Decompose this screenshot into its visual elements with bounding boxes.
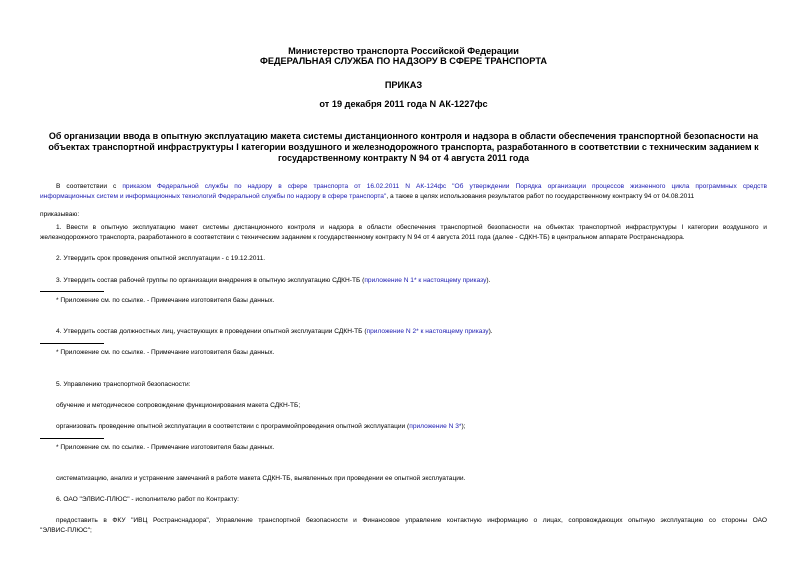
item-3-text: 3. Утвердить состав рабочей группы по организации внедрения в опытную эксплуатацию СДКН-ТБ ( [56,277,365,284]
item-5-organize-end: ); [461,423,466,430]
item-6-line-2: "ЭЛВИС-ПЛЮС"; [40,527,92,534]
item-4-end: ). [488,328,493,335]
preamble-suffix: , а также в целях использования результатов работ по государственному контракту 94 от 04.08.2011 [386,193,695,200]
order-word: приказываю: [40,211,80,218]
service-name: ФЕДЕРАЛЬНАЯ СЛУЖБА ПО НАДЗОРУ В СФЕРЕ ТРАНСПОРТА [260,56,547,66]
item-4 [56,327,493,337]
title-line-2: объектах транспортной инфраструктуры I категории воздушного и железнодорожного транспорта, разработанного в соответствии с техническим заданием к [48,142,759,152]
title-line-3: государственному контракту N 94 от 4 августа 2011 года [278,153,529,163]
item-5-analysis: систематизацию, анализ и устранение замечаний в работе макета СДКН-ТБ, выявленных при проведении ее опытной эксплуатации. [56,475,466,482]
preamble-line-2 [40,192,694,202]
item-4-text: 4. Утвердить состав должностных лиц, участвующих в проведении опытной эксплуатации СДКН-ТБ ( [56,328,367,335]
item-5-organize-text: организовать проведение опытной эксплуатации в соответствии с программойпроведения опытной эксплуатации ( [56,423,410,430]
footnote-note: * Приложение см. по ссылке. - Примечание изготовителя базы данных. [56,444,275,451]
preamble-prefix: В соответствии с [56,183,123,190]
item-5-organize [56,422,465,432]
item-6: 6. ОАО "ЭЛВИС-ПЛЮС" - исполнителю работ по Контракту: [56,496,239,503]
footnote-note: * Приложение см. по ссылке. - Примечание изготовителя базы данных. [56,297,275,304]
item-3-end: ). [486,277,491,284]
order-link[interactable]: приказом Федеральной службы по надзору в сфере транспорта от 16.02.2011 N АК-124фс "Об утверждении Порядка организации процессов жизненного цикла программных средств [122,183,767,190]
appendix-1-link[interactable]: приложение N 1* к настоящему приказу [364,277,487,284]
ministry-name: Министерство транспорта Российской Федерации [288,46,519,56]
order-link-continued[interactable]: информационных систем и информационных технологий Федеральной службы по надзору в сфере транспорта" [40,193,387,200]
item-2: 2. Утвердить срок проведения опытной эксплуатации - с 19.12.2011. [56,255,266,262]
appendix-3-link[interactable]: приложение N 3* [409,423,462,430]
appendix-2-link[interactable]: приложение N 2* к настоящему приказу [366,328,489,335]
title-line-1: Об организации ввода в опытную эксплуатацию макета системы дистанционного контроля и надзора в области обеспечения транспортной безопасности на [48,131,759,141]
item-1-line-1: 1. Ввести в опытную эксплуатацию макет системы дистанционного контроля и надзора в области обеспечения транспортной безопасности на объектах транспортной инфраструктуры I категории воздушного и [56,224,767,231]
item-3 [56,276,490,286]
item-1-line-2: железнодорожного транспорта, разработанного в соответствии с техническим заданием к государственному контракту N 94 от 4 августа 2011 года (далее - СДКН-ТБ) в центральном аппарате Ространснадзора. [40,234,685,241]
footnote-divider [40,343,104,344]
item-6-line-1: предоставить в ФКУ "ИВЦ Ространснадзора", Управление транспортной безопасности и Финансовое управление контактную информацию о лицах, сопровождающих опытную эксплуатацию со стороны ОАО [56,517,767,524]
document-type: ПРИКАЗ [384,80,423,90]
footnote-divider [40,438,104,439]
footnote-note: * Приложение см. по ссылке. - Примечание изготовителя базы данных. [56,349,275,356]
footnote-divider [40,291,104,292]
document-date-number: от 19 декабря 2011 года N АК-1227фс [319,99,488,109]
item-5: 5. Управлению транспортной безопасности: [56,381,191,388]
preamble-line-1 [56,182,767,192]
item-5-training: обучение и методическое сопровождение функционирования макета СДКН-ТБ; [56,402,301,409]
